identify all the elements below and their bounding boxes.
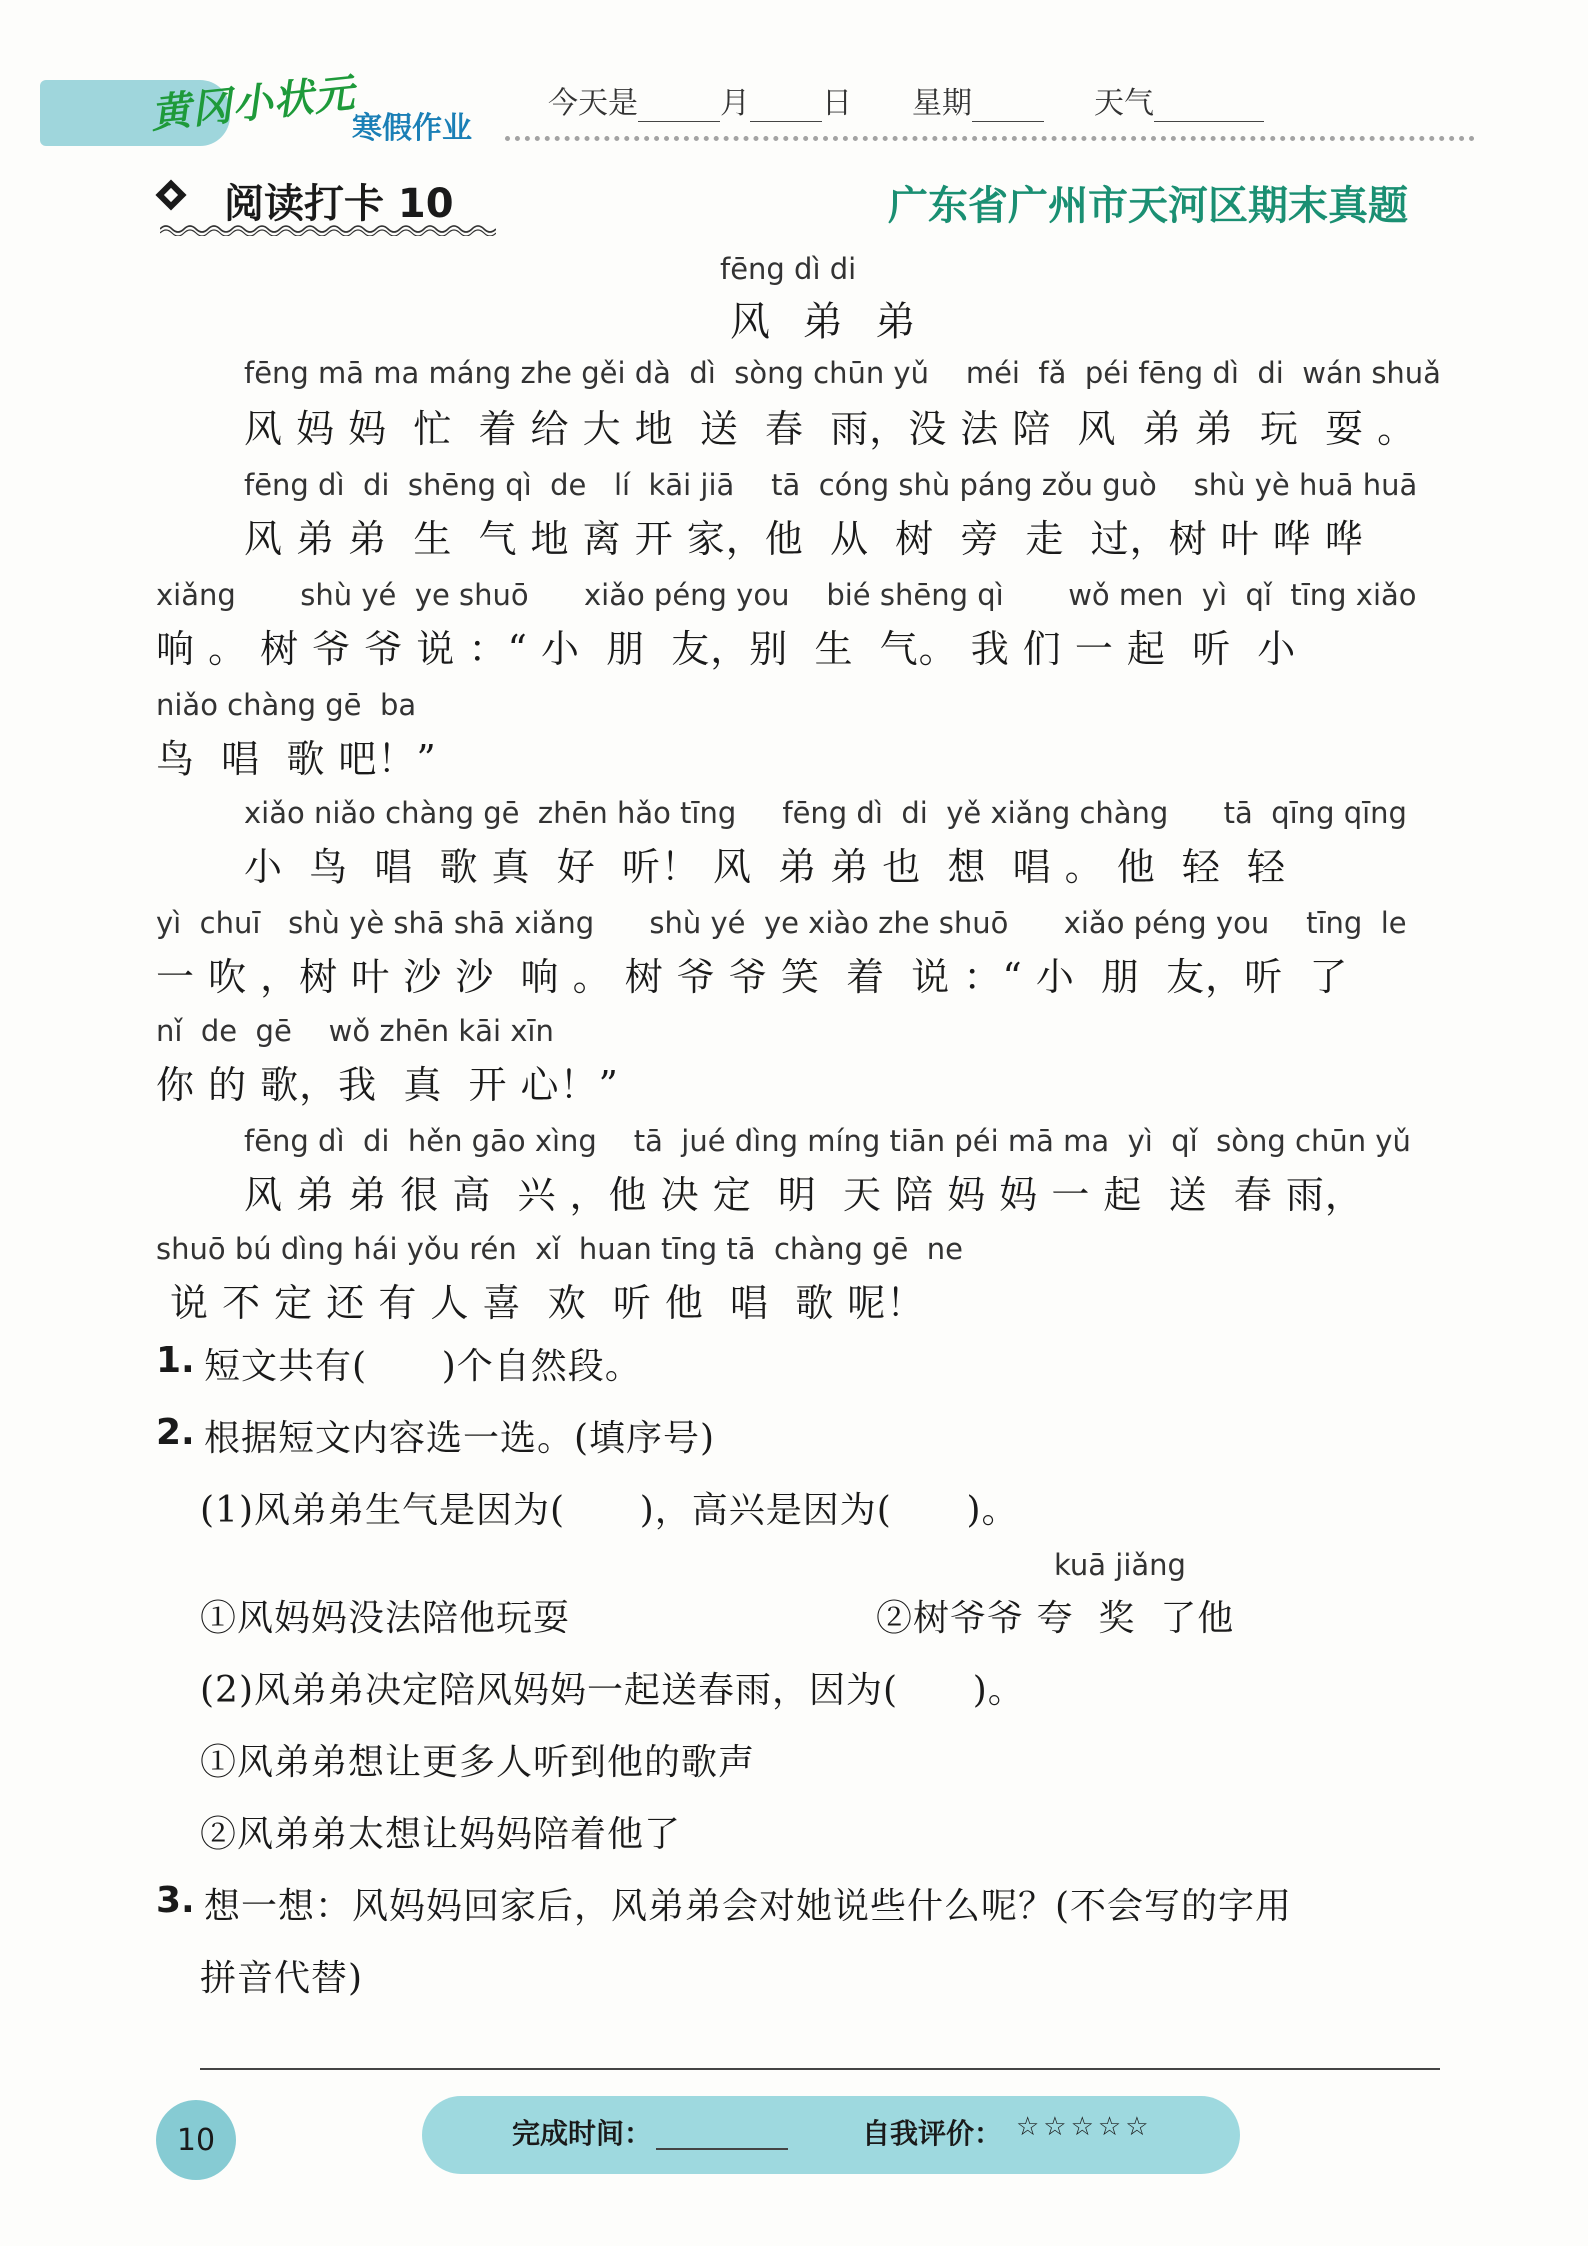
story-pinyin-2: fēng dì di shēng qì de lí kāi jiā tā cóng shù páng zǒu guò shù yè huā huā	[244, 468, 1418, 502]
question-2-1[interactable]: (1)风弟弟生气是因为( )，高兴是因为( )。	[200, 1490, 1019, 1531]
weekday-label: 星期	[912, 86, 972, 121]
story-text-7: 你 的 歌，我 真 开 心！”	[156, 1063, 619, 1107]
star-rating-icon[interactable]: ☆☆☆☆☆	[1016, 2112, 1153, 2142]
story-text-3: 响 。 树 爷 爷 说 ：“ 小 朋 友，别 生 气。 我 们 一 起 听 小	[156, 627, 1297, 671]
question-2-number: 2.	[156, 1412, 195, 1453]
story-pinyin-1: fēng mā ma máng zhe gěi dà dì sòng chūn yǔ méi fǎ péi fēng dì di wán shuǎ	[244, 356, 1441, 390]
source-title: 广东省广州市天河区期末真题	[888, 183, 1408, 229]
story-pinyin-4: niǎo chàng gē ba	[156, 688, 417, 722]
wavy-underline	[160, 222, 496, 236]
story-text-2: 风 弟 弟 生 气 地 离 开 家，他 从 树 旁 走 过，树 叶 哗 哗	[244, 517, 1364, 561]
story-pinyin-7: nǐ de gē wǒ zhēn kāi xīn	[156, 1014, 554, 1048]
section-title: 阅读打卡 10	[224, 181, 454, 227]
completion-time-blank[interactable]	[656, 2148, 788, 2150]
completion-time-label: 完成时间：	[512, 2117, 653, 2150]
story-text-9: 说 不 定 还 有 人 喜 欢 听 他 唱 歌 呢！	[170, 1281, 926, 1325]
story-text-4: 鸟 唱 歌 吧！”	[156, 737, 437, 781]
story-pinyin-8: fēng dì di hěn gāo xìng tā jué dìng míng tiān péi mā ma yì qǐ sòng chūn yǔ	[244, 1124, 1411, 1158]
dotted-divider	[505, 136, 1475, 141]
question-1-text[interactable]: 短文共有( )个自然段。	[204, 1346, 642, 1387]
story-title: 风 弟 弟	[730, 299, 926, 345]
question-2-1-option-1: ①风妈妈没法陪他玩耍	[200, 1598, 571, 1639]
brand-subtitle: 寒假作业	[352, 111, 472, 146]
weather-label: 天气	[1094, 86, 1154, 121]
question-2-2-option-2: ②风弟弟太想让妈妈陪着他了	[200, 1814, 682, 1855]
question-2-2-option-1: ①风弟弟想让更多人听到他的歌声	[200, 1742, 756, 1783]
self-evaluation-label: 自我评价：	[862, 2117, 1003, 2150]
date-prefix: 今天是	[548, 86, 638, 121]
weekday-blank[interactable]	[972, 89, 1044, 122]
story-text-5: 小 鸟 唱 歌 真 好 听！ 风 弟 弟 也 想 唱 。 他 轻 轻	[244, 845, 1287, 889]
question-2-1-option-2: ②树爷爷 夸 奖 了他	[876, 1598, 1235, 1639]
story-text-6: 一 吹 ，树 叶 沙 沙 响 。 树 爷 爷 笑 着 说 ：“ 小 朋 友，听 了	[156, 955, 1349, 999]
question-3-text-cont: 拼音代替)	[200, 1958, 364, 1999]
story-text-1: 风 妈 妈 忙 着 给 大 地 送 春 雨，没 法 陪 风 弟 弟 玩 耍 。	[244, 407, 1417, 451]
month-blank[interactable]	[638, 89, 720, 122]
question-3-number: 3.	[156, 1880, 195, 1921]
question-2-1-pinyin: kuā jiǎng	[1054, 1548, 1186, 1582]
brand-logo: 黄冈小状元	[148, 70, 358, 138]
question-2-2[interactable]: (2)风弟弟决定陪风妈妈一起送春雨，因为( )。	[200, 1670, 1025, 1711]
question-1-number: 1.	[156, 1340, 195, 1381]
story-text-8: 风 弟 弟 很 高 兴 ，他 决 定 明 天 陪 妈 妈 一 起 送 春 雨，	[244, 1173, 1364, 1217]
answer-line[interactable]	[200, 2068, 1440, 2070]
day-blank[interactable]	[750, 89, 822, 122]
day-label: 日	[822, 86, 852, 121]
month-label: 月	[720, 86, 750, 121]
weather-blank[interactable]	[1154, 89, 1264, 122]
story-title-pinyin: fēng dì di	[720, 252, 857, 286]
date-line	[548, 78, 1264, 122]
story-pinyin-5: xiǎo niǎo chàng gē zhēn hǎo tīng fēng dì di yě xiǎng chàng tā qīng qīng	[244, 796, 1407, 830]
question-3-text: 想一想：风妈妈回家后，风弟弟会对她说些什么呢？(不会写的字用	[204, 1886, 1293, 1927]
question-2-text: 根据短文内容选一选。(填序号)	[204, 1418, 716, 1459]
diamond-icon	[155, 179, 186, 210]
story-pinyin-9: shuō bú dìng hái yǒu rén xǐ huan tīng tā chàng gē ne	[156, 1232, 963, 1266]
story-pinyin-3: xiǎng shù yé ye shuō xiǎo péng you bié shēng qì wǒ men yì qǐ tīng xiǎo	[156, 578, 1417, 612]
story-pinyin-6: yì chuī shù yè shā shā xiǎng shù yé ye xiào zhe shuō xiǎo péng you tīng le	[156, 906, 1407, 940]
page-number: 10	[156, 2100, 236, 2180]
